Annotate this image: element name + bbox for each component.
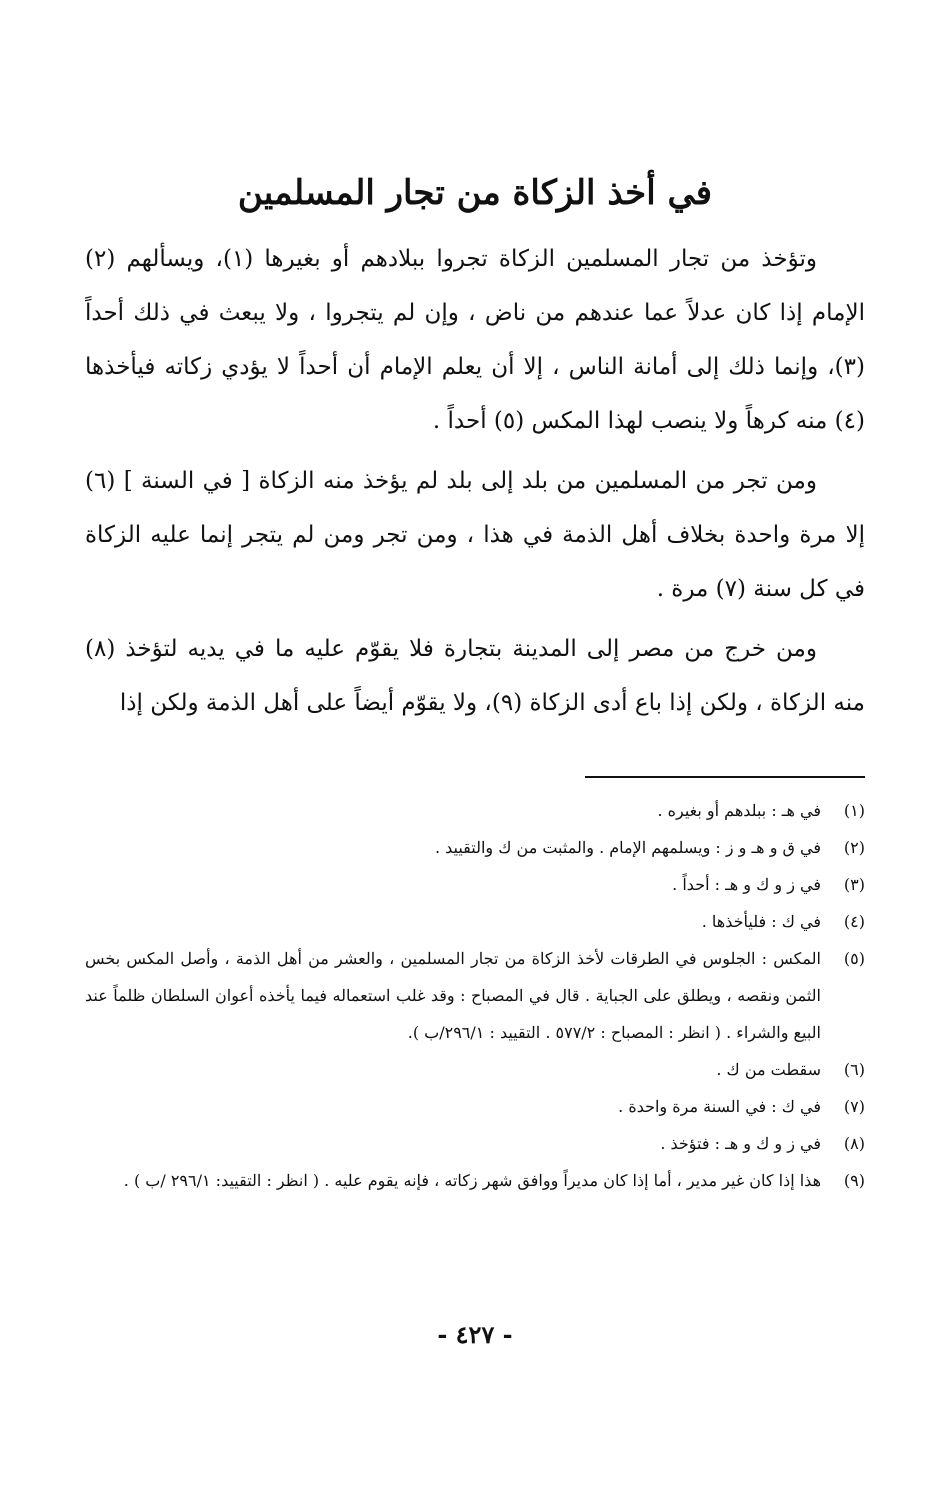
footnote-2 [85,829,865,866]
page-body [85,160,865,1199]
footnote-text: في ق و هـ و ز : ويسلمهم الإمام . والمثبت من ك والتقييد . [434,838,821,857]
footnote-6 [85,1051,865,1088]
footnote-number: (٢) [843,838,865,857]
footnote-number: (٩) [843,1171,865,1190]
paragraph-3: ومن خرج من مصر إلى المدينة بتجارة فلا يقوّم عليه ما في يديه لتؤخذ (٨) منه الزكاة ، ولكن إذا باع أدى الزكاة (٩)، ولا يقوّم أيضاً على أهل الذمة ولكن إذا [85,636,865,716]
paragraph-2: ومن تجر من المسلمين من بلد إلى بلد لم يؤخذ منه الزكاة [ في السنة ] (٦) إلا مرة واحدة بخلاف أهل الذمة في هذا ، ومن تجر ومن لم يتجر إنما عليه الزكاة في كل سنة (٧) مرة . [85,468,865,602]
footnote-8 [85,1125,865,1162]
footnote-3 [85,866,865,903]
footnote-number: (٤) [843,912,865,931]
footnote-text: في ك : في السنة مرة واحدة . [618,1097,821,1116]
footnote-number: (٧) [843,1097,865,1116]
footnote-text: في ك : فليأخذها . [701,912,821,931]
footnote-number: (١) [843,801,865,820]
page-title: في أخذ الزكاة من تجار المسلمين [237,173,713,213]
footnote-number: (٣) [843,875,865,894]
footnote-7 [85,1088,865,1125]
footnote-text: هذا إذا كان غير مدير ، أما إذا كان مديراً ووافق شهر زكاته ، فإنه يقوم عليه . ( انظر : التقييد: ٢٩٦/١ /ب ) . [123,1171,821,1190]
footnote-5 [85,940,865,1051]
footnotes [85,792,865,1199]
footnote-text: المكس : الجلوس في الطرقات لأخذ الزكاة من تجار المسلمين ، والعشر من أهل الذمة ، وأصل المكس بخس الثمن ونقصه ، ويطلق على الجباية . قال في المصباح : وقد غلب استعماله فيما يأخذه أعوان السلطان ظلماً عند البيع والشراء . ( انظر : المصباح : ٥٧٧/٢ . التقييد : ٢٩٦/١/ب ). [85,949,822,1042]
footnote-4 [85,903,865,940]
paragraph-1: وتؤخذ من تجار المسلمين الزكاة تجروا ببلادهم أو بغيرها (١)، ويسألهم (٢) الإمام إذا كان عدلاً عما عندهم من ناض ، وإن لم يتجروا ، ولا يبعث في ذلك أحداً (٣)، وإنما ذلك إلى أمانة الناس ، إلا أن يعلم الإمام أن أحداً لا يؤدي زكاته فيأخذها (٤) منه كرهاً ولا ينصب لهذا المكس (٥) أحداً . [85,246,865,434]
footnote-1 [85,792,865,829]
footnote-divider [585,776,865,778]
footnote-text: في هـ : ببلدهم أو بغيره . [657,801,821,820]
footnote-9 [85,1162,865,1199]
footnote-number: (٥) [843,949,865,968]
footnote-number: (٨) [843,1134,865,1153]
footnote-text: في ز و ك و هـ : أحداً . [672,875,821,894]
page-number: - ٤٢٧ - [437,1320,513,1349]
footnote-text: سقطت من ك . [716,1060,821,1079]
footnote-text: في ز و ك و هـ : فتؤخذ . [660,1134,821,1153]
footnote-number: (٦) [843,1060,865,1079]
